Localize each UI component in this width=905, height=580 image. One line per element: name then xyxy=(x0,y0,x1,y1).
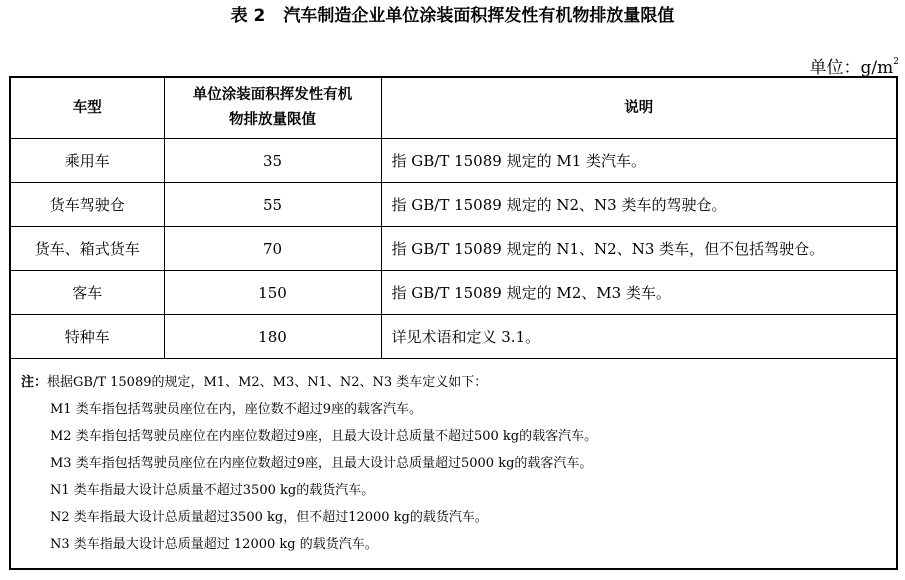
note-line-m1: M1 类车指包括驾驶员座位在内，座位数不超过9座的载客汽车。 xyxy=(50,402,422,417)
table-header-row xyxy=(10,77,897,139)
table-row xyxy=(10,271,897,315)
note-intro-line xyxy=(21,369,886,396)
table-title-text: 汽车制造企业单位涂装面积挥发性有机物排放量限值 xyxy=(283,6,675,26)
cell-limit: 35 xyxy=(164,139,381,183)
header-vehicle-type: 车型 xyxy=(10,77,164,139)
cell-limit: 150 xyxy=(164,271,381,315)
cell-limit: 70 xyxy=(164,227,381,271)
unit-exponent: 2 xyxy=(893,57,899,67)
cell-vehicle-type: 特种车 xyxy=(10,315,164,359)
note-intro: 根据GB/T 15089的规定，M1、M2、M3、N1、N2、N3 类车定义如下： xyxy=(47,375,488,390)
cell-limit: 55 xyxy=(164,183,381,227)
table-row xyxy=(10,227,897,271)
emission-limit-table xyxy=(9,76,898,570)
unit-value: g/m xyxy=(860,58,894,78)
table-note xyxy=(10,359,897,570)
note-line-n3: N3 类车指最大设计总质量超过 12000 kg 的载货汽车。 xyxy=(50,537,378,552)
header-limit-line2: 物排放量限值 xyxy=(229,112,316,128)
cell-vehicle-type: 乘用车 xyxy=(10,139,164,183)
cell-description: 详见术语和定义 3.1。 xyxy=(381,315,897,359)
table-number: 表 2 xyxy=(230,6,266,26)
note-line-n1: N1 类车指最大设计总质量不超过3500 kg的载货汽车。 xyxy=(50,483,375,498)
cell-vehicle-type: 货车、箱式货车 xyxy=(10,227,164,271)
cell-description: 指 GB/T 15089 规定的 M1 类汽车。 xyxy=(381,139,897,183)
table-row xyxy=(10,315,897,359)
table-row xyxy=(10,139,897,183)
cell-description: 指 GB/T 15089 规定的 N1、N2、N3 类车，但不包括驾驶仓。 xyxy=(381,227,897,271)
note-line-m2: M2 类车指包括驾驶员座位在内座位数超过9座，且最大设计总质量不超过500 kg的载客汽车。 xyxy=(50,429,598,444)
cell-description: 指 GB/T 15089 规定的 N2、N3 类车的驾驶仓。 xyxy=(381,183,897,227)
note-line-m3: M3 类车指包括驾驶员座位在内座位数超过9座，且最大设计总质量超过5000 kg的载客汽车。 xyxy=(50,456,593,471)
note-line-n2: N2 类车指最大设计总质量超过3500 kg，但不超过12000 kg的载货汽车。 xyxy=(50,510,488,525)
note-label: 注： xyxy=(21,375,48,390)
unit-prefix: 单位： xyxy=(809,58,861,78)
cell-vehicle-type: 货车驾驶仓 xyxy=(10,183,164,227)
table-note-row xyxy=(10,359,897,570)
cell-vehicle-type: 客车 xyxy=(10,271,164,315)
header-emission-limit xyxy=(164,77,381,139)
cell-description: 指 GB/T 15089 规定的 M2、M3 类车。 xyxy=(381,271,897,315)
table-title xyxy=(0,4,905,28)
header-description: 说明 xyxy=(381,77,897,139)
table-row xyxy=(10,183,897,227)
cell-limit: 180 xyxy=(164,315,381,359)
header-limit-line1: 单位涂装面积挥发性有机 xyxy=(192,87,353,103)
